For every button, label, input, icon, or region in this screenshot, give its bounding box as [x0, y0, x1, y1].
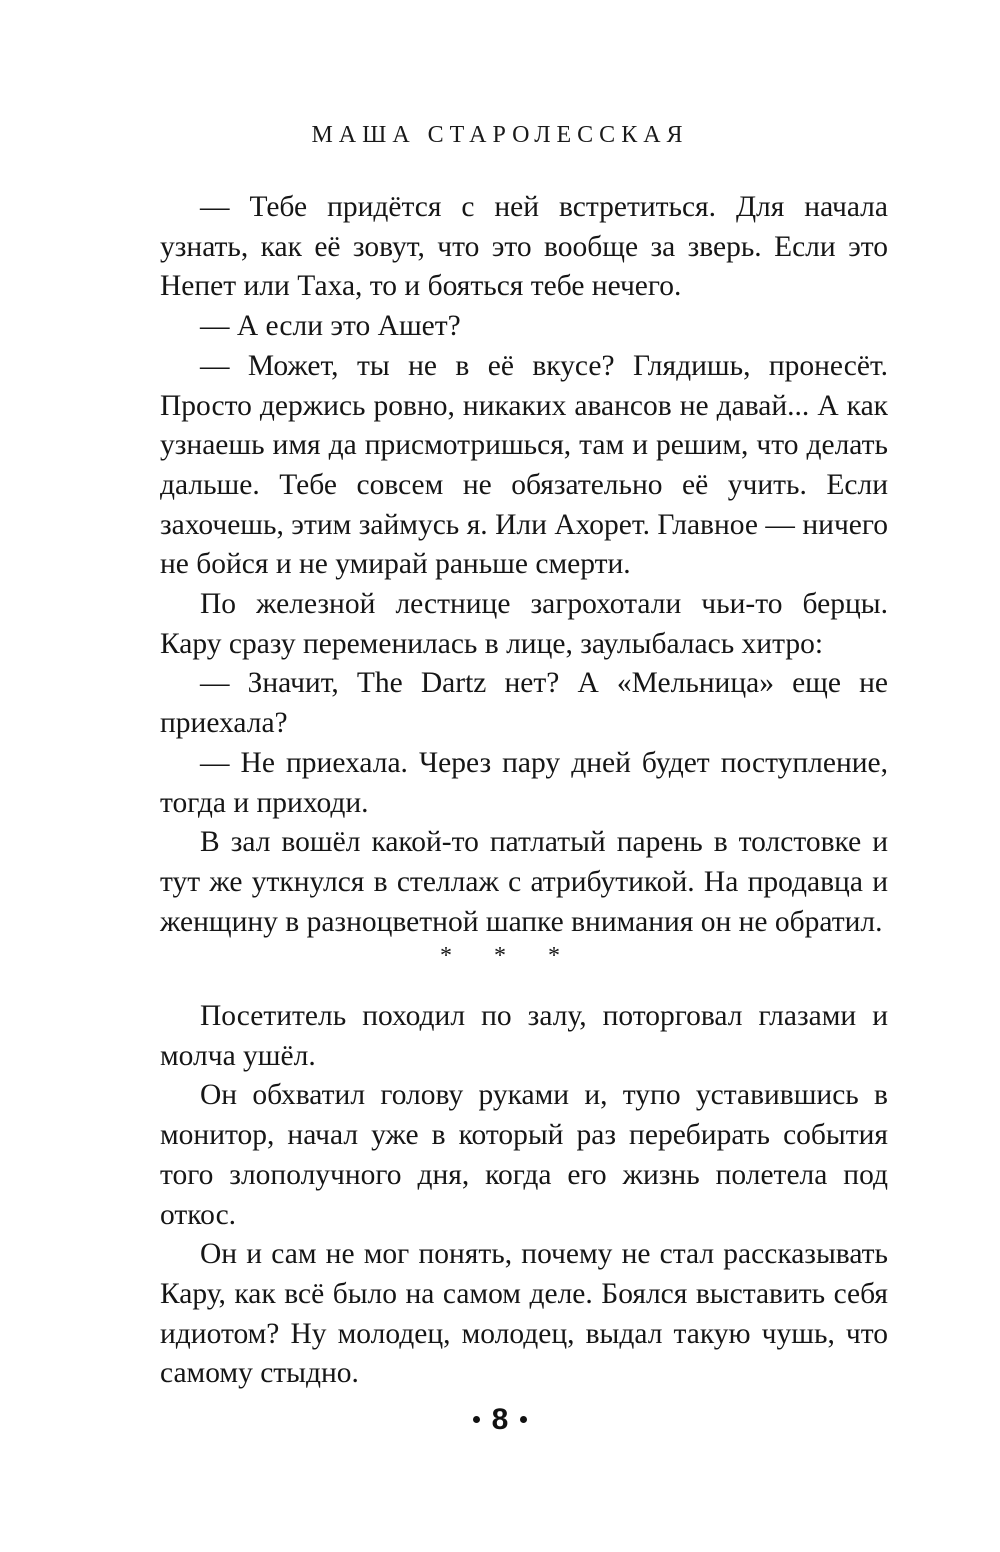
page-number-value: 8	[491, 1403, 509, 1436]
paragraph: В зал вошёл какой-то патлатый парень в толстовке и тут же уткнулся в стеллаж с атрибутикой. На продавца и женщину в разноцветной шапке внимания он не обратил.	[160, 826, 888, 938]
text-block-after-break	[160, 997, 888, 1394]
paragraph: Он обхватил голову руками и, тупо уставившись в монитор, начал уже в который раз перебирать события того злополучного дня, когда его жизнь полетела под откос.	[160, 1079, 888, 1231]
paragraph: Посетитель походил по залу, поторговал глазами и молча ушёл.	[160, 1000, 888, 1072]
section-break-asterisks: * * *	[440, 943, 578, 969]
paragraph: — Значит, The Dartz нет? А «Мельница» еще не приехала?	[160, 667, 888, 740]
bullet-left-icon	[473, 1416, 480, 1423]
paragraph: — Тебе придётся с ней встретиться. Для начала узнать, как её зовут, что это вообще за зверь. Если это Непет или Таха, то и бояться тебе нечего.	[160, 191, 888, 303]
paragraph: Он и сам не мог понять, почему не стал рассказывать Кару, как всё было на самом деле. Боялся выставить себя идиотом? Ну молодец, молодец, выдал такую чушь, что самому стыдно.	[160, 1238, 888, 1390]
page-number	[0, 1400, 1000, 1440]
paragraph: — Не приехала. Через пару дней будет поступление, тогда и приходи.	[160, 746, 888, 819]
bullet-right-icon	[520, 1416, 527, 1423]
text-block-before-break	[160, 188, 888, 942]
running-head-author: МАША СТАРОЛЕССКАЯ	[311, 122, 689, 148]
paragraph: — Может, ты не в её вкусе? Глядишь, пронесёт. Просто держись ровно, никаких авансов не давай... А как узнаешь имя да присмотришься, там и решим, что делать дальше. Тебе совсем не обязательно её учить. Если захочешь, этим займусь я. Или Ахорет. Главное — ничего не бойся и не умирай раньше смерти.	[160, 349, 888, 581]
paragraph: — А если это Ашет?	[200, 310, 461, 343]
paragraph: По железной лестнице загрохотали чьи-то берцы. Кару сразу переменилась в лице, заулыбалась хитро:	[160, 588, 888, 660]
